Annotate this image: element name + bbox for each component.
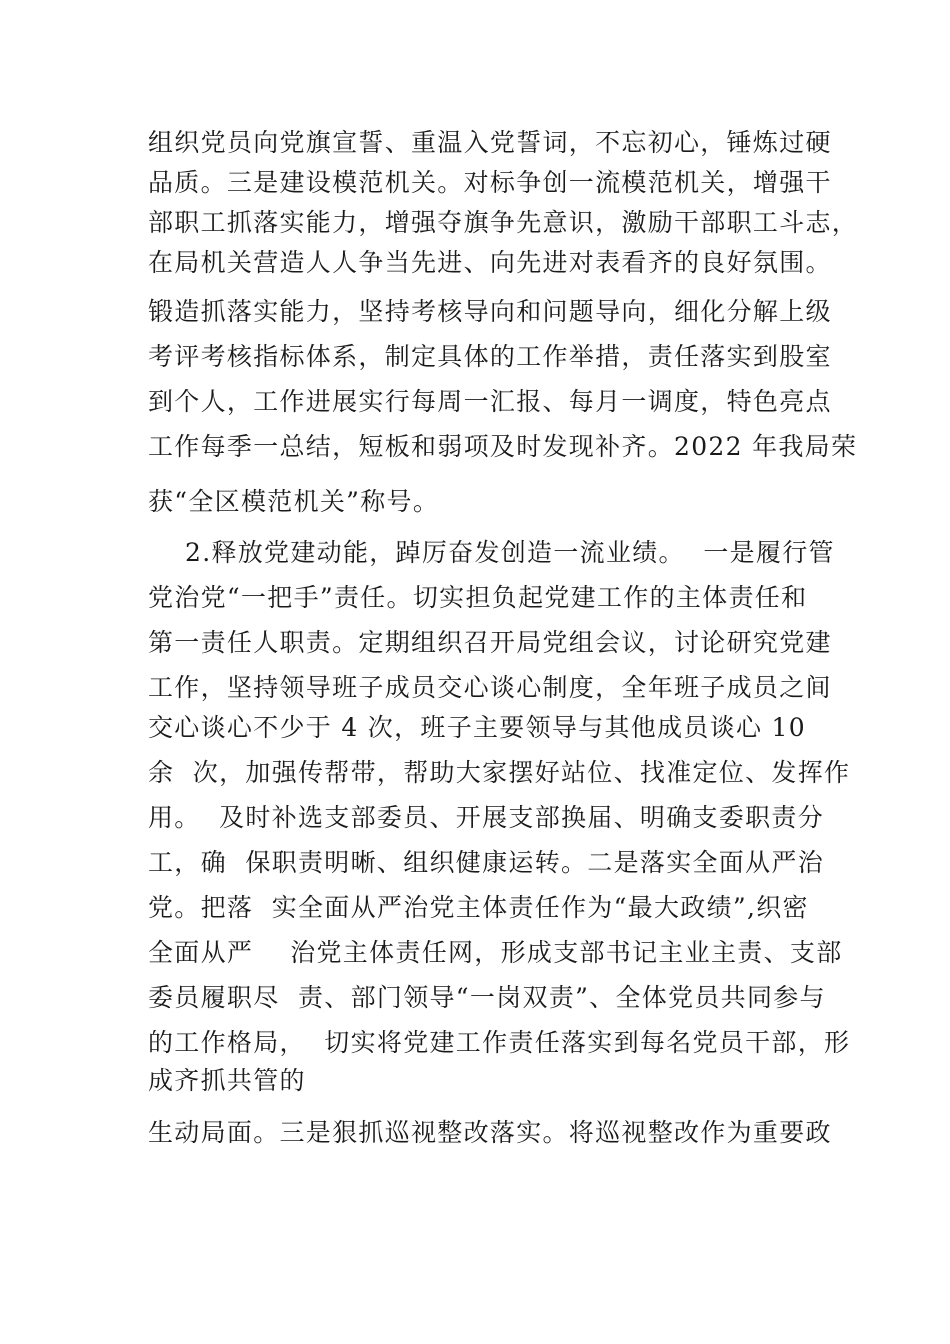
text-line: 成齐抓共管的 <box>148 1066 306 1095</box>
text-line: 工作，坚持领导班子成员交心谈心制度，全年班子成员之间 <box>148 673 832 702</box>
text-line: 锻造抓落实能力，坚持考核导向和问题导向，细化分解上级 <box>148 297 832 326</box>
paragraph-heading-line: 2.释放党建动能，踔厉奋发创造一流业绩。 一是履行管 <box>148 538 835 567</box>
text-line: 工，确 保职责明晰、组织健康运转。二是落实全面从严治 <box>148 848 824 877</box>
text-line: 委员履职尽 责、部门领导“一岗双责”、全体党员共同参与 <box>148 983 826 1012</box>
text-line: 的工作格局， 切实将党建工作责任落实到每名党员干部，形 <box>148 1028 851 1057</box>
text-line: 品质。三是建设模范机关。对标争创一流模范机关，增强干 <box>148 168 832 197</box>
text-line: 交心谈心不少于 4 次，班子主要领导与其他成员谈心 10 <box>148 713 806 742</box>
text-line: 全面从严 治党主体责任网，形成支部书记主业主责、支部 <box>148 938 843 967</box>
text-line: 生动局面。三是狠抓巡视整改落实。将巡视整改作为重要政 <box>148 1118 832 1147</box>
text-line: 第一责任人职责。定期组织召开局党组会议，讨论研究党建 <box>148 628 832 657</box>
text-line: 在局机关营造人人争当先进、向先进对表看齐的良好氛围。 <box>148 248 832 277</box>
text-line: 余 次，加强传帮带，帮助大家摆好站位、找准定位、发挥作 <box>148 758 851 787</box>
text-line: 部职工抓落实能力，增强夺旗争先意识，激励干部职工斗志， <box>148 208 859 237</box>
text-line: 到个人，工作进展实行每周一汇报、每月一调度，特色亮点 <box>148 387 832 416</box>
text-line: 组织党员向党旗宣誓、重温入党誓词，不忘初心，锤炼过硬 <box>148 128 832 157</box>
text-line: 工作每季一总结，短板和弱项及时发现补齐。2022 年我局荣 <box>148 432 858 461</box>
text-line: 党治党“一把手”责任。切实担负起党建工作的主体责任和 <box>148 583 808 612</box>
text-line: 党。把落 实全面从严治党主体责任作为“最大政绩”,织密 <box>148 893 809 922</box>
text-line: 获“全区模范机关”称号。 <box>148 487 440 516</box>
text-line: 用。 及时补选支部委员、开展支部换届、明确支委职责分 <box>148 803 824 832</box>
text-line: 考评考核指标体系，制定具体的工作举措，责任落实到股室 <box>148 342 832 371</box>
